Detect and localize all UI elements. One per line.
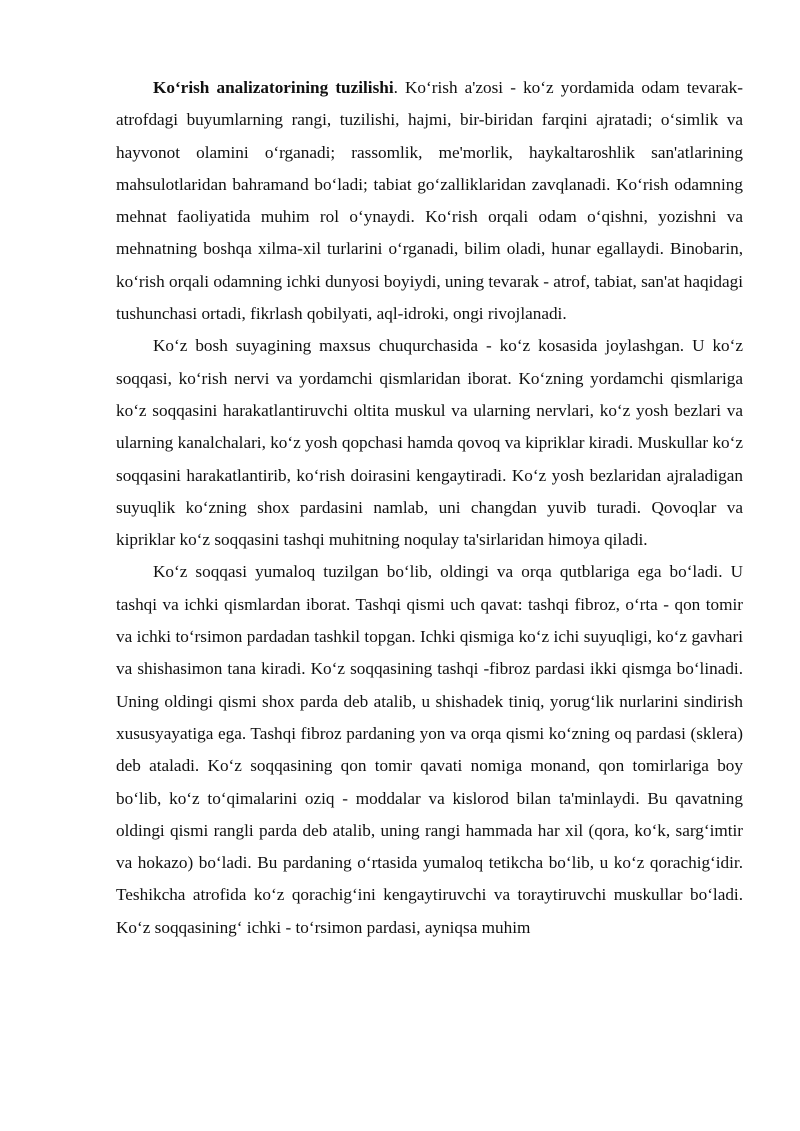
section-heading: Ko‘rish analizatorining tuzilishi bbox=[153, 78, 394, 97]
paragraph-3 bbox=[116, 556, 743, 944]
paragraph-3-text: Ko‘z soqqasi yumaloq tuzilgan bo‘lib, oldingi va orqa qutblariga ega bo‘ladi. U tashqi va ichki qismlardan iborat. Tashqi qismi uch qavat: tashqi fibroz, o‘rta - qon tomir va ichki to‘rsimon pardadan tashkil topgan. Ichki qismiga ko‘z ichi suyuqligi, ko‘z gavhari va shishasimon tana kiradi. Ko‘z soqqasining tashqi -fibroz pardasi ikki qismga bo‘linadi. Uning oldingi qismi shox parda deb atalib, u shishadek tiniq, yorug‘lik nurlarini sindirish xususyayatiga ega. Tashqi fibroz pardaning yon va orqa qismi ko‘zning oq pardasi (sklera) deb ataladi. Ko‘z soqqasining qon tomir qavati nomiga monand, qon tomirlariga boy bo‘lib, ko‘z to‘qimalarini oziq - moddalar va kislorod bilan ta'minlaydi. Bu qavatning oldingi qismi rangli parda deb atalib, uning rangi hammada har xil (qora, ko‘k, sarg‘imtir va hokazo) bo‘ladi. Bu pardaning o‘rtasida yumaloq tetikcha bo‘lib, u ko‘z qorachig‘idir. Teshikcha atrofida ko‘z qorachig‘ini kengaytiruvchi va toraytiruvchi muskullar bo‘ladi. Ko‘z soqqasining‘ ichki - to‘rsimon pardasi, ayniqsa muhim bbox=[116, 562, 743, 937]
paragraph-2-text: Ko‘z bosh suyagining maxsus chuqurchasida - ko‘z kosasida joylashgan. U ko‘z soqqasi, ko‘rish nervi va yordamchi qismlaridan iborat. Ko‘zning yordamchi qismlariga ko‘z soqqasini harakatlantiruvchi oltita muskul va ularning nervlari, ko‘z yosh bezlari va ularning kanalchalari, ko‘z yosh qopchasi hamda qovoq va kipriklar kiradi. Muskullar ko‘z soqqasini harakatlantirib, ko‘rish doirasini kengaytiradi. Ko‘z yosh bezlaridan ajraladigan suyuqlik ko‘zning shox pardasini namlab, uni changdan yuvib turadi. Qovoqlar va kipriklar ko‘z soqqasini tashqi muhitning noqulay ta'sirlaridan himoya qiladi. bbox=[116, 336, 743, 550]
document-page bbox=[116, 72, 743, 944]
paragraph-1 bbox=[116, 72, 743, 330]
paragraph-2 bbox=[116, 330, 743, 556]
paragraph-1-text: . Ko‘rish a'zosi - ko‘z yordamida odam tevarak-atrofdagi buyumlarning rangi, tuzilishi, hajmi, bir-biridan farqini ajratadi; o‘simlik va hayvonot olamini o‘rganadi; rassomlik, me'morlik, haykaltaroshlik san'atlarining mahsulotlaridan bahramand bo‘ladi; tabiat go‘zalliklaridan zavqlanadi. Ko‘rish odamning mehnat faoliyatida muhim rol o‘ynaydi. Ko‘rish orqali odam o‘qishni, yozishni va mehnatning boshqa xilma-xil turlarini o‘rganadi, bilim oladi, hunar egallaydi. Binobarin, ko‘rish orqali odamning ichki dunyosi boyiydi, uning tevarak - atrof, tabiat, san'at haqidagi tushunchasi ortadi, fikrlash qobilyati, aql-idroki, ongi rivojlanadi. bbox=[116, 78, 743, 324]
